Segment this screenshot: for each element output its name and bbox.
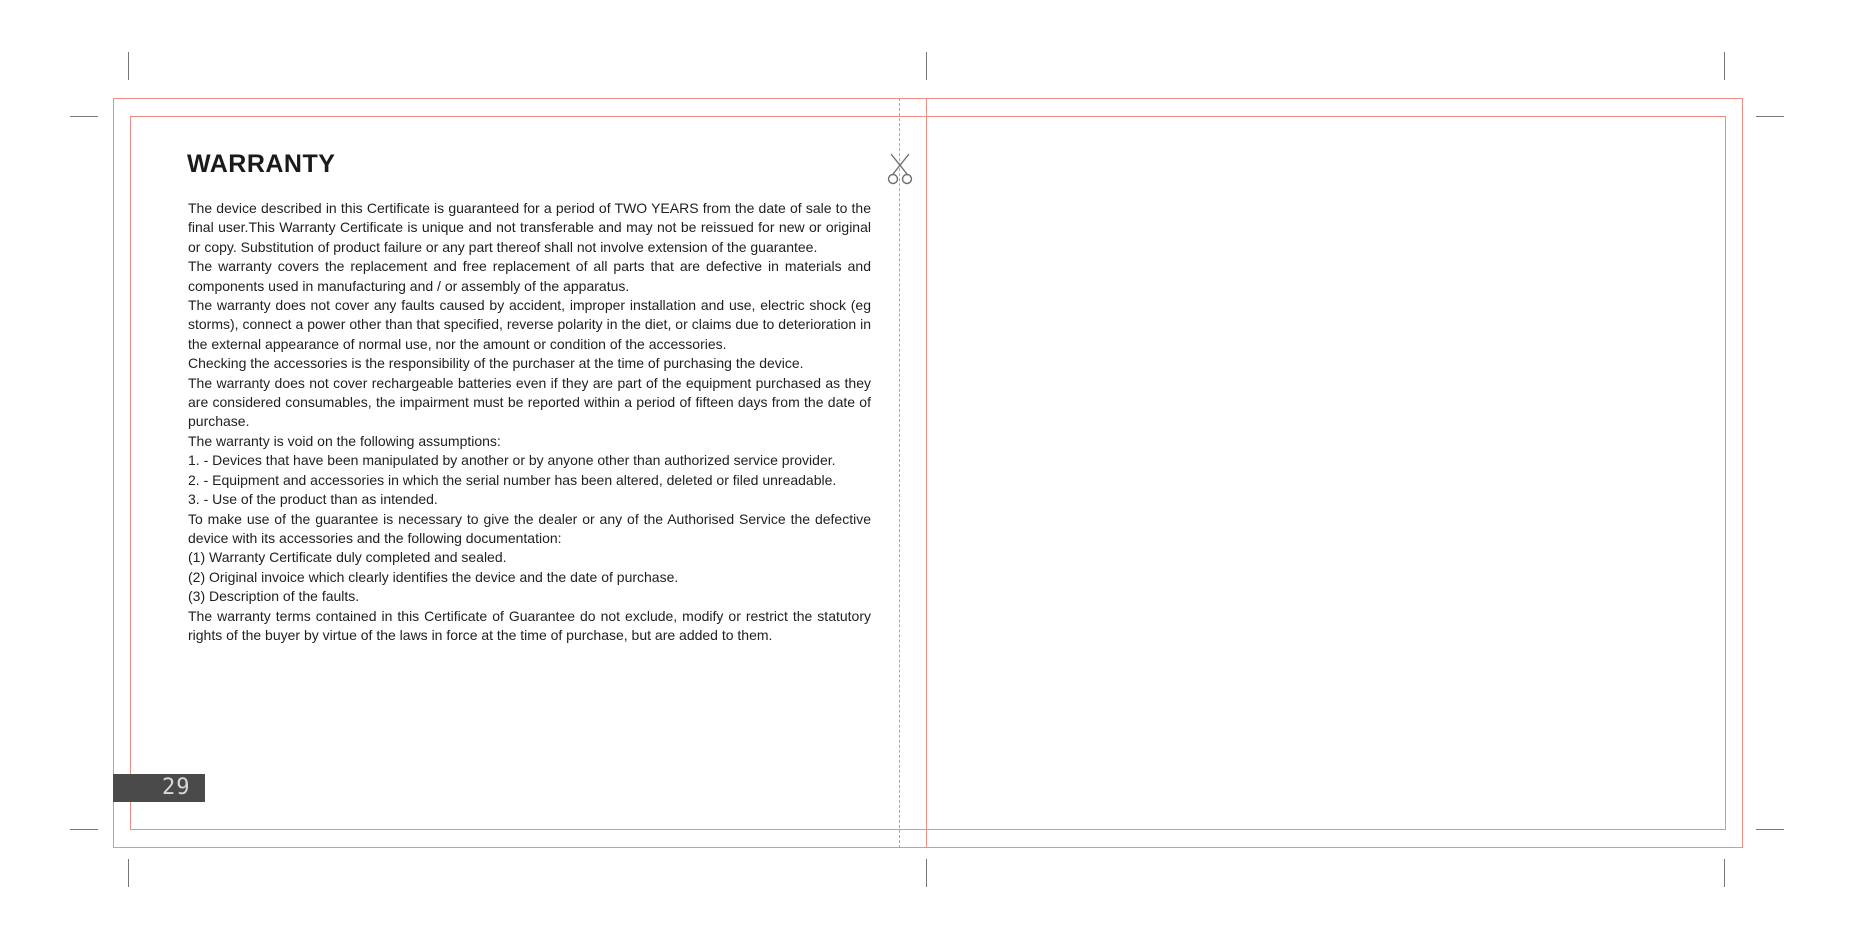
crop-mark-bottom-center <box>926 859 927 887</box>
paragraph-exclusions: The warranty does not cover any faults caused by accident, improper installation and use, electric shock (eg storms), connect a power other than that specified, reverse polarity in the diet, or claims due to deterioration in the external appearance of normal use, nor the amount or condition of the accessories. <box>188 297 871 352</box>
crop-mark-right-bottom <box>1756 829 1784 830</box>
documentation-item: (3) Description of the faults. <box>188 588 360 605</box>
page-title: WARRANTY <box>187 150 336 178</box>
fold-line <box>899 98 900 848</box>
documentation-item: (1) Warranty Certificate duly completed and sealed. <box>188 549 507 566</box>
void-item: 1. - Devices that have been manipulated by another or by anyone other than authorized service provider. <box>188 452 836 469</box>
paragraph-accessories: Checking the accessories is the responsibility of the purchaser at the time of purchasing the device. <box>188 355 804 372</box>
crop-mark-bottom-right <box>1724 859 1725 887</box>
crop-mark-top-right <box>1724 52 1725 80</box>
crop-mark-left-bottom <box>70 829 98 830</box>
page-number-tab <box>113 774 205 802</box>
scissors-icon <box>887 152 913 186</box>
paragraph-closing: The warranty terms contained in this Certificate of Guarantee do not exclude, modify or restrict the statutory rights of the buyer by virtue of the laws in force at the time of purchase, but are added to them. <box>188 607 871 643</box>
crop-mark-bottom-left <box>128 859 129 887</box>
page-number: 29 <box>162 775 191 800</box>
crop-mark-top-left <box>128 52 129 80</box>
crop-mark-top-center <box>926 52 927 80</box>
documentation-item: (2) Original invoice which clearly identifies the device and the date of purchase. <box>188 568 679 585</box>
void-item: 2. - Equipment and accessories in which the serial number has been altered, deleted or filed unreadable. <box>188 471 837 488</box>
crop-mark-left-top <box>70 116 98 117</box>
paragraph-documentation-intro: To make use of the guarantee is necessary to give the dealer or any of the Authorised Service the defective device with its accessories and the following documentation: <box>188 510 871 546</box>
paragraph-period: The device described in this Certificate is guaranteed for a period of TWO YEARS from the date of sale to the final user.This Warranty Certificate is unique and not transferable and may not be reissued for new or original or copy. Substitution of product failure or any part thereof shall not involve extension of the guarantee. <box>188 200 871 255</box>
paragraph-coverage: The warranty covers the replacement and free replacement of all parts that are defective in materials and components used in manufacturing and / or assembly of the apparatus. <box>188 258 871 294</box>
paragraph-void-intro: The warranty is void on the following assumptions: <box>188 432 501 449</box>
paragraph-batteries: The warranty does not cover rechargeable batteries even if they are part of the equipment purchased as they are considered consumables, the impairment must be reported within a period of fifteen days from the date of purchase. <box>188 374 871 430</box>
crop-mark-right-top <box>1756 116 1784 117</box>
page-spine <box>926 98 927 848</box>
warranty-body <box>188 199 871 645</box>
void-item: 3. - Use of the product than as intended. <box>188 491 438 508</box>
